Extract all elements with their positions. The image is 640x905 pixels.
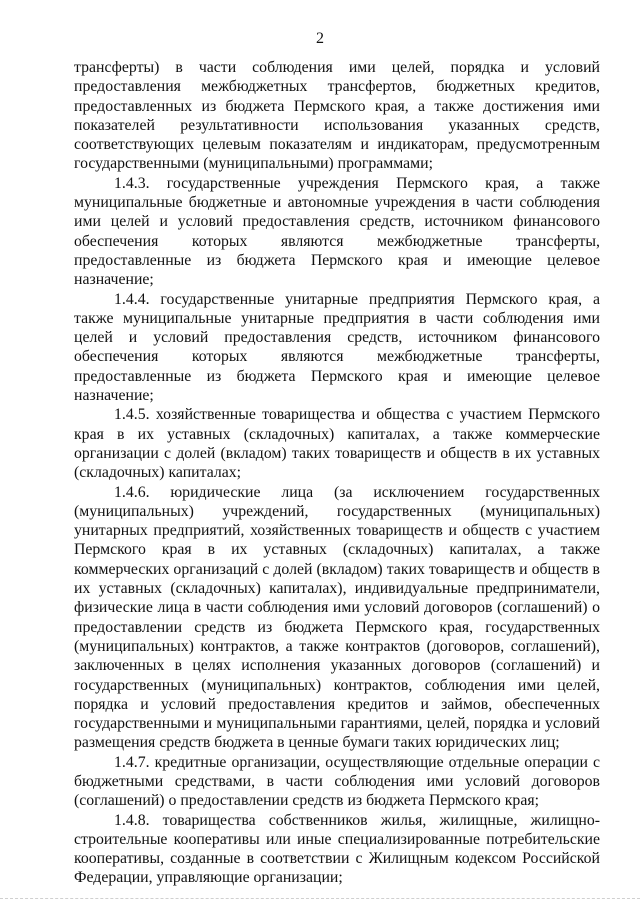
- paragraph-continuation: трансферты) в части соблюдения ими целей, порядка и условий предоставления межбюджетных трансфертов, бюджетных кредитов, предоставленных из бюджета Пермского края, а также достижения ими показателей результативности использования указанных средств, соответствующих целевым показателям и индикаторам, предусмотренным государственными (муниципальными) программами;: [74, 59, 600, 173]
- paragraph-1-4-5: 1.4.5. хозяйственные товарищества и общества с участием Пермского края в их уставных (складочных) капиталах, а также коммерческие организации с долей (вкладом) таких товариществ и обществ в их уставных (складочных) капиталах;: [74, 406, 600, 482]
- paragraph-1-4-3: 1.4.3. государственные учреждения Пермского края, а также муниципальные бюджетные и автономные учреждения в части соблюдения ими целей и условий предоставления средств, источником финансового обеспечения которых являются межбюджетные трансферты, предоставленные из бюджета Пермского края и имеющие целевое назначение;: [74, 174, 600, 289]
- paragraph-1-4-8: 1.4.8. товарищества собственников жилья, жилищные, жилищно-строительные кооперативы или иные специализированные потребительские кооперативы, созданные в соответствии с Жилищным кодексом Российской Федерации, управляющие организации;: [74, 811, 600, 887]
- document-body: [74, 58, 600, 888]
- paragraph-1-4-7: 1.4.7. кредитные организации, осуществляющие отдельные операции с бюджетными средствами, в части соблюдения ими условий договоров (соглашений) о предоставлении средств из бюджета Пермского края;: [74, 753, 600, 810]
- page-bottom-divider: [0, 898, 640, 900]
- page-number: 2: [316, 30, 324, 47]
- paragraph-1-4-4: 1.4.4. государственные унитарные предприятия Пермского края, а также муниципальные унитарные предприятия в части соблюдения ими целей и условий предоставления средств, источником финансового обеспечения которых являются межбюджетные трансферты, предоставленные из бюджета Пермского края и имеющие целевое назначение;: [74, 290, 600, 405]
- paragraph-1-4-6: 1.4.6. юридические лица (за исключением государственных (муниципальных) учреждений, государственных (муниципальных) унитарных предприятий, хозяйственных товариществ и обществ с участием Пермского края в их уставных (складочных) капиталах, а также коммерческих организаций с долей (вкладом) таких товариществ и обществ в их уставных (складочных) капиталах), индивидуальные предприниматели, физические лица в части соблюдения ими условий договоров (соглашений) о предоставлении средств из бюджета Пермского края, государственных (муниципальных) контрактов, а также контрактов (договоров, соглашений), заключенных в целях исполнения указанных договоров (соглашений) и государственных (муниципальных) контрактов, соблюдения ими целей, порядка и условий предоставления кредитов и займов, обеспеченных государственными и муниципальными гарантиями, целей, порядка и условий размещения средств бюджета в ценные бумаги таких юридических лиц;: [74, 483, 600, 752]
